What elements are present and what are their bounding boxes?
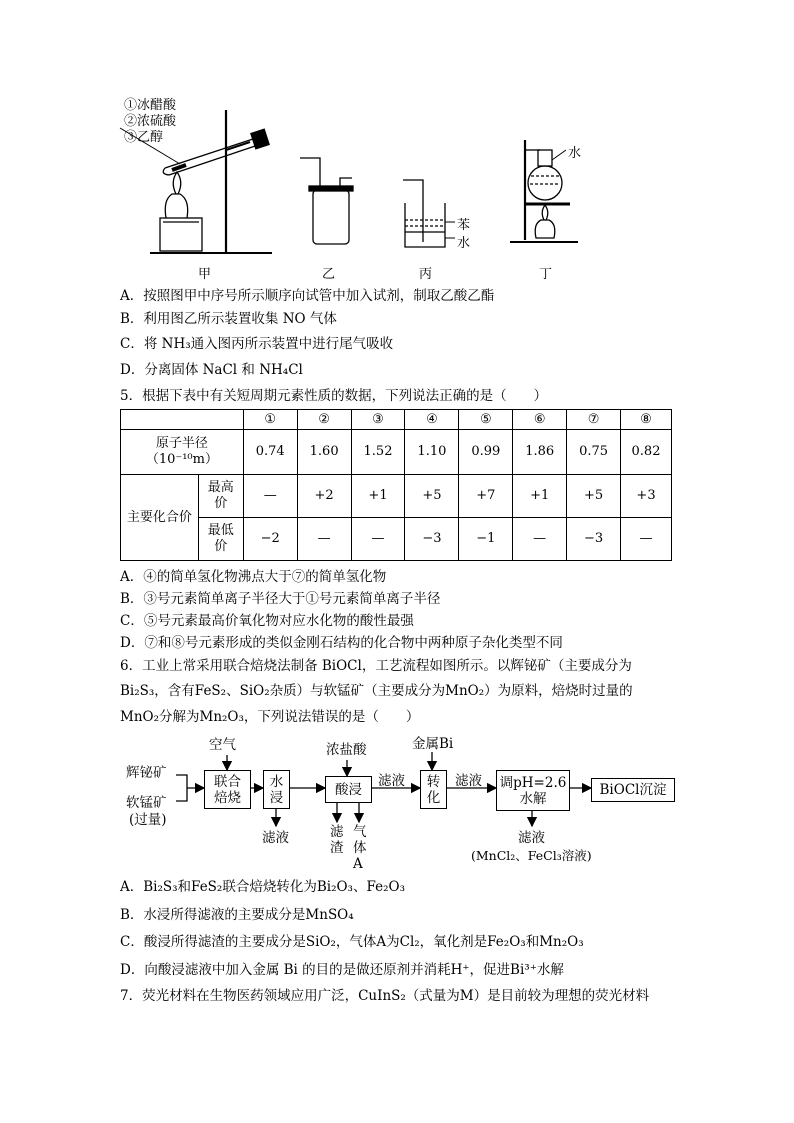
table-row-high: 主要化合价 最高价 — +2 +1 +5 +7 +1 +5 +3 — [121, 475, 672, 518]
q6-option-d: D．向酸浸滤液中加入金属 Bi 的目的是做还原剂并消耗H⁺，促进Bi³⁺水解 — [120, 962, 564, 978]
radius-label: 原子半径 （10⁻¹⁰m） — [121, 430, 244, 475]
q6-option-b: B．水浸所得滤液的主要成分是MnSO₄ — [120, 907, 354, 923]
ding-label-water: 水 — [568, 146, 582, 161]
table-header-row: ① ② ③ ④ ⑤ ⑥ ⑦ ⑧ — [121, 410, 672, 430]
flow-gas-a: 气体A — [353, 824, 367, 872]
q5-option-d: D．⑦和⑧号元素形成的类似金刚石结构的化合物中两种原子杂化类型不同 — [120, 635, 563, 651]
q5-option-c: C．⑤号元素最高价氧化物对应水化物的酸性最强 — [120, 613, 414, 629]
flow-box-roasting: 联合 焙烧 — [204, 770, 251, 809]
q5-option-a: A．④的简单氢化物沸点大于⑦的简单氢化物 — [120, 569, 387, 585]
high-label: 最高价 — [198, 475, 243, 518]
flow-ore-bismuthinite: 辉铋矿 — [126, 765, 167, 781]
q4-option-b: B．利用图乙所示装置收集 NO 气体 — [120, 311, 337, 327]
q5-option-b: B．③号元素简单离子半径大于①号元素简单离子半径 — [120, 591, 441, 607]
label-bing: 丙 — [419, 267, 433, 282]
flow-residue: 滤渣 — [330, 824, 344, 856]
q7-stem: 7．荧光材料在生物医药领域应用广泛，CuInS₂（式量为M）是目前较为理想的荧光材料 — [120, 988, 650, 1004]
flow-box-conversion: 转 化 — [420, 770, 447, 809]
flow-ore-note: (过量) — [129, 812, 167, 828]
jia-reagents: ①冰醋酸 ②浓硫酸 ③乙醇 — [124, 98, 177, 145]
q4-option-d: D．分离固体 NaCl 和 NH₄Cl — [120, 362, 303, 378]
bing-label-benzene: 苯 — [457, 218, 471, 233]
q6-stem-line3: MnO₂分解为Mn₂O₃，下列说法错误的是（ ） — [120, 709, 420, 725]
low-label: 最低价 — [198, 518, 243, 561]
flow-hydrolysis-note: (MnCl₂、FeCl₃溶液) — [471, 848, 592, 863]
flow-box-acid-leach: 酸浸 — [325, 776, 372, 803]
flow-metal-bi: 金属Bi — [412, 736, 454, 752]
bing-label-water: 水 — [457, 236, 471, 251]
q6-stem-line1: 6．工业上常采用联合焙烧法制备 BiOCl，工艺流程如图所示。以辉铋矿（主要成分为 — [120, 658, 632, 674]
label-jia: 甲 — [198, 267, 212, 282]
flow-box-water-leach: 水 浸 — [263, 770, 290, 809]
flow-hydrolysis-filtrate: 滤液 — [518, 830, 545, 846]
q6-stem-line2: Bi₂S₃，含有FeS₂、SiO₂杂质）与软锰矿（主要成分为MnO₂）为原料，焙烧时过量的 — [120, 683, 633, 699]
q6-option-c: C．酸浸所得滤渣的主要成分是SiO₂，气体A为Cl₂，氧化剂是Fe₂O₃和Mn₂O₃ — [120, 934, 584, 950]
table-row-radius: 原子半径 （10⁻¹⁰m） 0.74 1.60 1.52 1.10 0.99 1.86 0.75 0.82 — [121, 430, 672, 475]
flow-leach-filtrate: 滤液 — [262, 830, 289, 846]
table-row-low: 最低价 −2 — — −3 −1 — −3 — — [121, 518, 672, 561]
q4-option-a: A．按照图甲中序号所示顺序向试管中加入试剂，制取乙酸乙酯 — [120, 288, 495, 304]
flow-ore-pyrolusite: 软锰矿 — [126, 795, 167, 811]
q4-option-c: C．将 NH₃通入图丙所示装置中进行尾气吸收 — [120, 336, 394, 352]
flow-hcl: 浓盐酸 — [326, 742, 367, 758]
flow-box-product: BiOCl沉淀 — [591, 778, 675, 802]
flow-filtrate-2: 滤液 — [455, 773, 482, 789]
q6-option-a: A．Bi₂S₃和FeS₂联合焙烧转化为Bi₂O₃、Fe₂O₃ — [120, 879, 405, 895]
flow-filtrate-1: 滤液 — [378, 773, 405, 789]
label-ding: 丁 — [539, 267, 553, 282]
flow-box-hydrolysis: 调pH=2.6 水解 — [496, 770, 570, 811]
flow-air: 空气 — [209, 737, 236, 753]
valence-label: 主要化合价 — [121, 475, 199, 561]
q5-stem: 5．根据下表中有关短周期元素性质的数据，下列说法正确的是（ ） — [120, 388, 548, 404]
label-yi: 乙 — [322, 267, 336, 282]
